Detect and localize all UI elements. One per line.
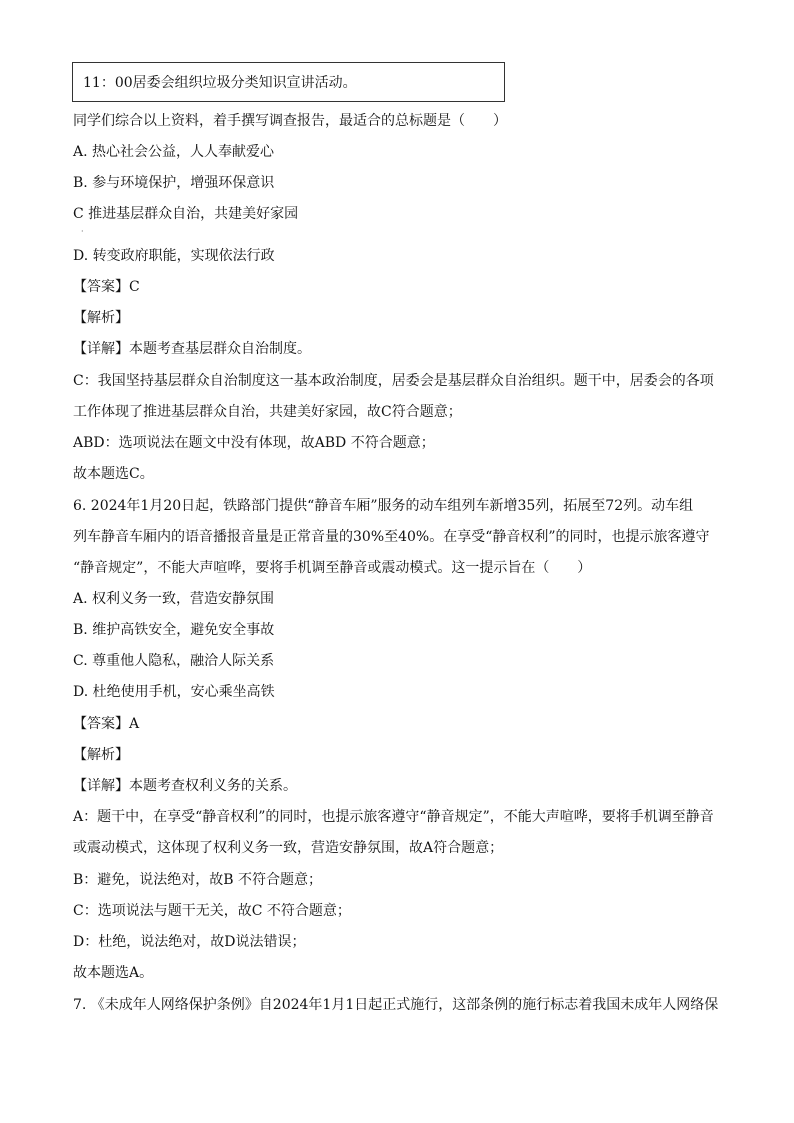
q6-option-a: A. 权利义务一致，营造安静氛围 <box>73 591 275 607</box>
q7-stem: 7. 《未成年人网络保护条例》自2024年1月1日起正式施行，这部条例的施行标志着我国未成年人网络保 <box>73 997 719 1013</box>
q6-explanation-line: C：选项说法与题干无关，故C 不符合题意； <box>73 903 351 919</box>
q6-stem-line: 列车静音车厢内的语音播报音量是正常音量的30%至40%。在享受“静音权利”的同时，也提示旅客遵守 <box>73 529 710 545</box>
q6-stem-line: 6. 2024年1月20日起，铁路部门提供“静音车厢”服务的动车组列车新增35列，拓展至72列。动车组 <box>73 498 694 514</box>
q5-option-c: C 推进基层群众自治，共建美好家园 <box>73 206 299 222</box>
boxed-note-text: 11：00居委会组织垃圾分类知识宣讲活动。 <box>83 75 357 91</box>
q5-option-d: D. 转变政府职能，实现依法行政 <box>73 248 275 264</box>
q6-option-b: B. 维护高铁安全，避免安全事故 <box>73 622 275 638</box>
q5-stem: 同学们综合以上资料，着手撰写调查报告，最适合的总标题是（ ） <box>73 113 507 129</box>
q5-explanation-line: 故本题选C。 <box>73 466 154 482</box>
q5-analysis-label: 【解析】 <box>73 310 129 326</box>
q6-explanation-line: B：避免，说法绝对，故B 不符合题意； <box>73 872 323 888</box>
q5-explanation-line: C：我国坚持基层群众自治制度这一基本政治制度，居委会是基层群众自治组织。题干中，居委会的各项 <box>73 373 714 389</box>
q6-analysis-label: 【解析】 <box>73 747 129 763</box>
q6-explanation-line: 【详解】本题考查权利义务的关系。 <box>73 778 297 794</box>
q5-explanation-line: 工作体现了推进基层群众自治，共建美好家园，故C符合题意； <box>73 404 462 420</box>
q6-explanation-line: 或震动模式，这体现了权利义务一致，营造安静氛围，故A符合题意； <box>73 840 504 856</box>
boxed-note <box>72 62 505 102</box>
q6-option-d: D. 杜绝使用手机，安心乘坐高铁 <box>73 684 275 700</box>
scan-speck: · <box>81 227 84 236</box>
q6-option-c: C. 尊重他人隐私，融洽人际关系 <box>73 653 275 669</box>
q6-explanation-line: D：杜绝，说法绝对，故D说法错误； <box>73 934 306 950</box>
q6-stem-line: “静音规定”，不能大声喧哗，要将手机调至静音或震动模式。这一提示旨在（ ） <box>73 560 592 576</box>
q5-option-a: A. 热心社会公益，人人奉献爱心 <box>73 144 275 160</box>
q6-answer: 【答案】A <box>73 716 140 732</box>
q5-explanation-line: ABD：选项说法在题文中没有体现，故ABD 不符合题意； <box>73 435 435 451</box>
q5-option-b: B. 参与环境保护，增强环保意识 <box>73 175 275 191</box>
q6-explanation-line: 故本题选A。 <box>73 965 154 981</box>
q6-explanation-line: A：题干中，在享受“静音权利”的同时，也提示旅客遵守“静音规定”，不能大声喧哗，要将手机调至静音 <box>73 809 714 825</box>
q5-answer: 【答案】C <box>73 279 140 295</box>
q5-explanation-line: 【详解】本题考查基层群众自治制度。 <box>73 341 311 357</box>
